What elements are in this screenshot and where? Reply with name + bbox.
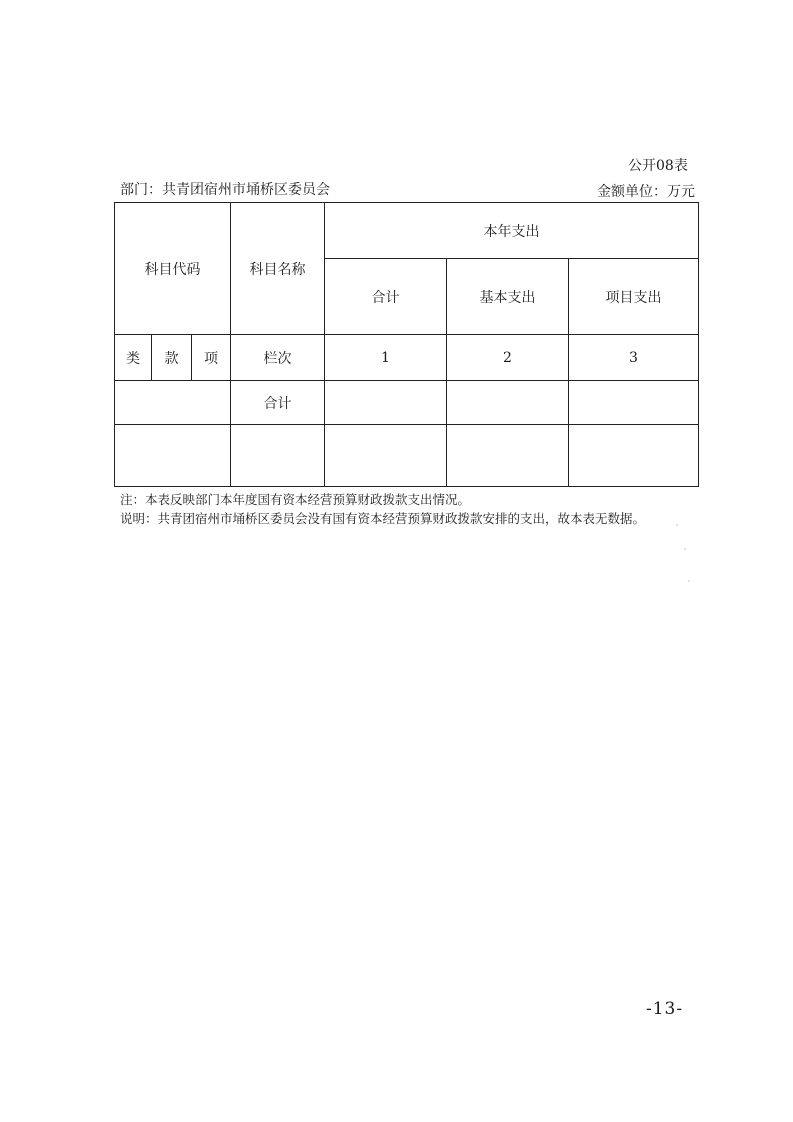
- subject-name-header: 科目名称: [231, 203, 325, 335]
- empty-data-row: [115, 425, 699, 487]
- empty-row-code-cell: [115, 425, 231, 487]
- total-row-total-cell: [325, 381, 447, 425]
- total-row-project-cell: [569, 381, 699, 425]
- item-header: 项: [192, 335, 231, 381]
- column-number-1: 1: [325, 335, 447, 381]
- empty-row-total-cell: [325, 425, 447, 487]
- total-row: [115, 381, 699, 425]
- empty-row-name-cell: [231, 425, 325, 487]
- total-row-label: 合计: [231, 381, 325, 425]
- page-number: -13-: [646, 999, 684, 1019]
- budget-table: [114, 202, 699, 487]
- table-note: 注：本表反映部门本年度国有资本经营预算财政拨款支出情况。: [120, 492, 471, 507]
- section-header: 款: [152, 335, 192, 381]
- class-header: 类: [115, 335, 152, 381]
- amount-unit-label: 金额单位：万元: [597, 184, 695, 200]
- total-row-code-cell: [115, 381, 231, 425]
- column-number-3: 3: [569, 335, 699, 381]
- column-number-row: [115, 335, 699, 381]
- table-code: 公开08表: [628, 158, 688, 174]
- department-label: 部门：共青团宿州市埇桥区委员会: [120, 182, 330, 198]
- total-row-basic-cell: [447, 381, 569, 425]
- empty-row-project-cell: [569, 425, 699, 487]
- scan-speck: [688, 580, 690, 582]
- column-number-label: 栏次: [231, 335, 325, 381]
- subject-code-header: 科目代码: [115, 203, 231, 335]
- basic-expense-header: 基本支出: [447, 259, 569, 335]
- project-expense-header: 项目支出: [569, 259, 699, 335]
- current-year-expense-header: 本年支出: [325, 203, 699, 259]
- column-number-2: 2: [447, 335, 569, 381]
- empty-row-basic-cell: [447, 425, 569, 487]
- header-row-1: [115, 203, 699, 259]
- scan-speck: [684, 548, 686, 550]
- total-header: 合计: [325, 259, 447, 335]
- scan-speck: [676, 524, 678, 526]
- table-explanation: 说明：共青团宿州市埇桥区委员会没有国有资本经营预算财政拨款安排的支出，故本表无数据。: [120, 511, 646, 526]
